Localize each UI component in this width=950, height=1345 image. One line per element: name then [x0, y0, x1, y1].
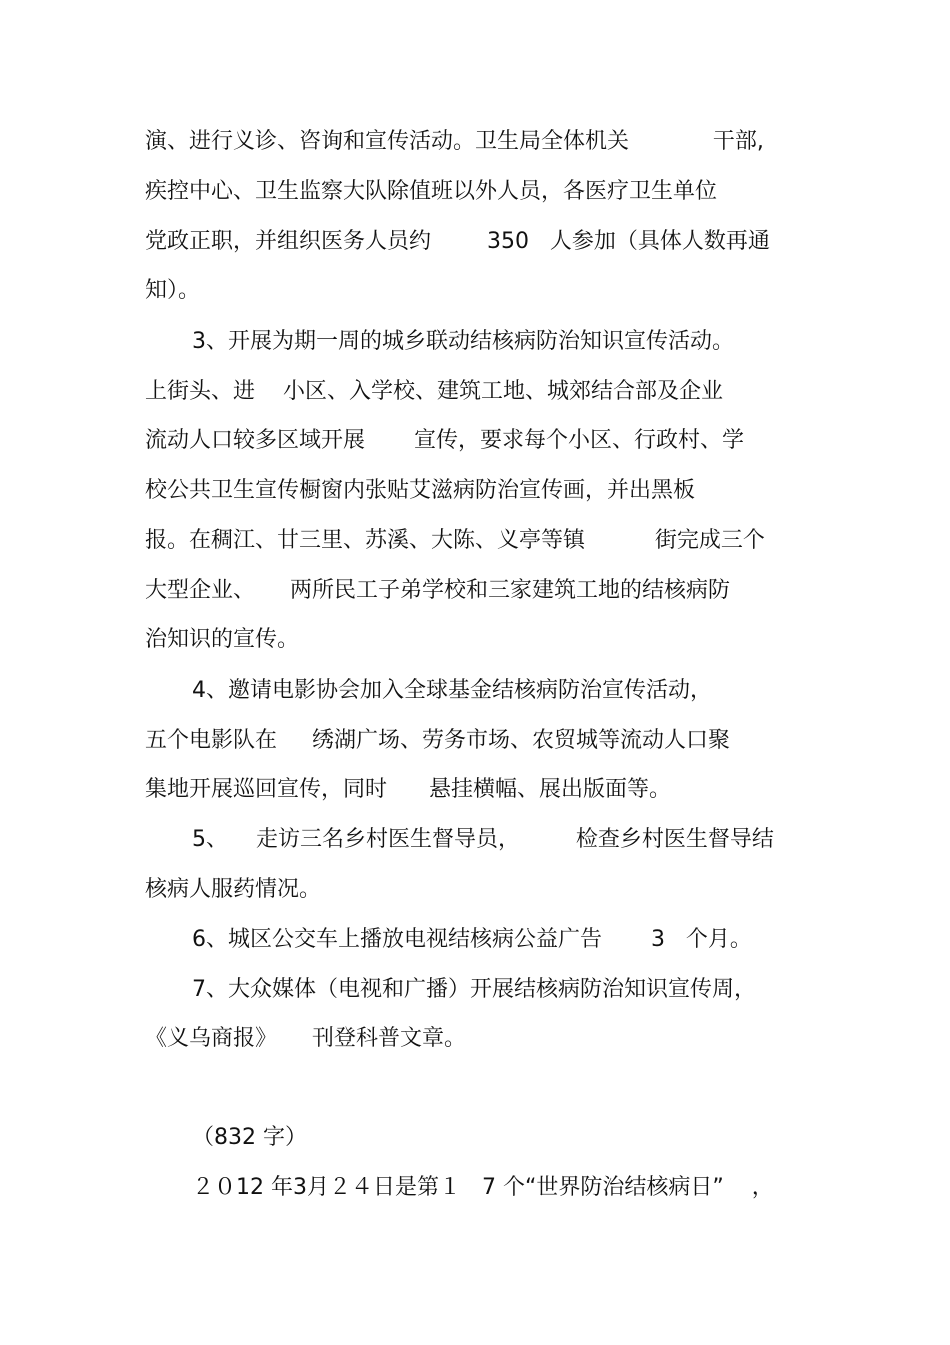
text-line-11: 治知识的宣传。: [145, 627, 300, 652]
text-line-1: 演、进行义诊、咨询和宣传活动。卫生局全体机关 干部,: [145, 129, 764, 154]
text-line-8: 校公共卫生宣传橱窗内张贴艾滋病防治宣传画，并出黑板: [145, 478, 696, 503]
text-line-14: 集地开展巡回宣传，同时 悬挂横幅、展出版面等。: [145, 777, 671, 802]
text-line-15: 5、 走访三名乡村医生督导员， 检查乡村医生督导结: [192, 827, 774, 852]
word-count: （832 字）: [192, 1125, 307, 1150]
text-line-18: 7、大众媒体（电视和广播）开展结核病防治知识宣传周，: [192, 977, 756, 1002]
text-line-12: 4、邀请电影协会加入全球基金结核病防治宣传活动，: [192, 678, 712, 703]
text-line-3: 党政正职，并组织医务人员约 350 人参加（具体人数再通: [145, 229, 770, 254]
text-line-9: 报。在稠江、廿三里、苏溪、大陈、义亭等镇 街完成三个: [145, 528, 765, 553]
text-line-17: 6、城区公交车上播放电视结核病公益广告 3 个月。: [192, 927, 752, 952]
text-line-6: 上街头、进 小区、入学校、建筑工地、城郊结合部及企业: [145, 379, 723, 404]
text-line-19: 《义乌商报》 刊登科普文章。: [145, 1026, 466, 1051]
text-line-2: 疾控中心、卫生监察大队除值班以外人员，各医疗卫生单位: [145, 179, 718, 204]
text-line-5: 3、开展为期一周的城乡联动结核病防治知识宣传活动。: [192, 329, 734, 354]
text-line-21: ２０12 年3月２４日是第１ 7 个“世界防治结核病日” ，: [192, 1175, 774, 1200]
text-line-10: 大型企业、 两所民工子弟学校和三家建筑工地的结核病防: [145, 578, 730, 603]
text-line-13: 五个电影队在 绣湖广场、劳务市场、农贸城等流动人口聚: [145, 728, 730, 753]
text-line-7: 流动人口较多区域开展 宣传，要求每个小区、行政村、学: [145, 428, 744, 453]
text-line-4: 知）。: [145, 278, 201, 303]
text-line-16: 核病人服药情况。: [145, 877, 322, 902]
